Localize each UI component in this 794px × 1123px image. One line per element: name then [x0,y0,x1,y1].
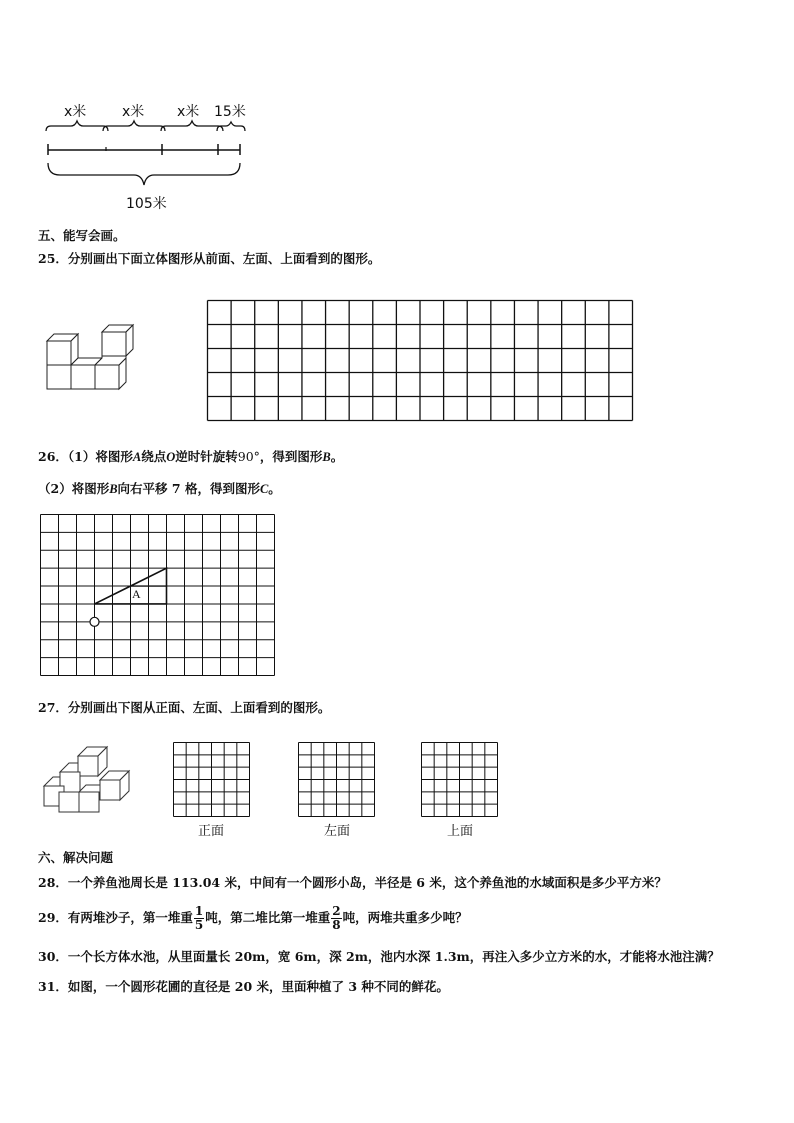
q26-line1-mid3: ，得到图形 [259,449,323,464]
brace-seg2 [103,121,165,131]
q29-text [38,898,468,938]
q25-cube-svg [44,322,134,392]
brace-seg4 [217,122,245,131]
q29-mid: 吨，第二堆比第一堆重 [205,910,331,925]
q26-line1-end: 。 [330,449,344,464]
brace-total [48,163,240,185]
q27-top-grid[interactable] [421,742,499,818]
q29-fraction-1 [194,905,204,932]
q27-top-grid-svg [421,742,499,818]
q29-pre: 29．有两堆沙子，第一堆重 [38,910,193,925]
seg1-label: x米 [64,104,87,120]
q29-frac2-num: 2 [332,903,341,918]
q27-caption-top: 上面 [447,824,474,839]
q25-answer-grid[interactable] [207,300,634,422]
q29-post: 吨，两堆共重多少吨？ [342,910,468,925]
q26-line2-pre: （2）将图形 [38,481,110,496]
q26-line1-pre: 26．（1）将图形 [38,449,133,464]
q26-line2 [38,479,281,497]
section-5-title: 五、能写会画。 [38,228,126,243]
q31-text: 31．如图，一个圆形花圃的直径是 20 米，里面种植了 3 种不同的鲜花。 [38,979,449,994]
seg4-label: 15米 [214,104,246,120]
q27-front-grid[interactable] [173,742,251,818]
q29-frac2-den: 8 [332,918,341,932]
segment-diagram [40,95,260,215]
q27-left-grid[interactable] [298,742,376,818]
brace-seg3 [161,121,223,131]
seg2-label: x米 [122,104,145,120]
q28-text: 28．一个养鱼池周长是 113.04 米，中间有一个圆形小岛，半径是 6 米，这个养鱼池的水域面积是多少平方米？ [38,875,667,890]
q26-shape-a: A [132,450,142,464]
q26-point-o: O [166,450,176,464]
q26-angle: 90° [237,449,260,464]
q26-grid[interactable] [40,514,276,677]
q25-cube-figure [44,322,134,392]
q27-cube-svg [42,742,132,814]
q26-shape-c: C [259,482,269,496]
q27-front-grid-svg [173,742,251,818]
q25-text: 25．分别画出下面立体图形从前面、左面、上面看到的图形。 [38,251,381,266]
total-label: 105米 [126,196,167,212]
q27-caption-left: 左面 [324,824,351,839]
q29-fraction-2 [331,905,341,932]
q29-frac1-den: 5 [194,918,204,932]
q26-line1-mid2: 逆时针旋转 [175,449,238,464]
q27-left-grid-svg [298,742,376,818]
q26-line2-mid: 向右平移 7 格，得到图形 [117,481,260,496]
q26-shape-b: B [322,450,331,464]
q26-grid-svg [40,514,276,677]
q26-line1 [38,447,343,465]
q29-frac1-num: 1 [194,903,204,918]
q27-cube-figure [42,742,132,814]
q26-line2-end: 。 [268,481,281,496]
q26-shape-b-2: B [109,482,118,496]
q26-line1-mid1: 绕点 [141,449,167,464]
seg3-label: x米 [177,104,200,120]
q26-grid-label-a: A [132,587,141,601]
q30-text: 30．一个长方体水池，从里面量长 20m，宽 6m，深 2m，池内水深 1.3m，再注入多少立方米的水，才能将水池注满？ [38,949,720,964]
point-o-marker [90,617,99,626]
q25-grid-svg [207,300,634,422]
brace-seg1 [46,121,108,131]
q27-text: 27．分别画出下图从正面、左面、上面看到的图形。 [38,700,331,715]
q27-caption-front: 正面 [198,824,225,839]
section-6-title: 六、解决问题 [38,850,114,865]
